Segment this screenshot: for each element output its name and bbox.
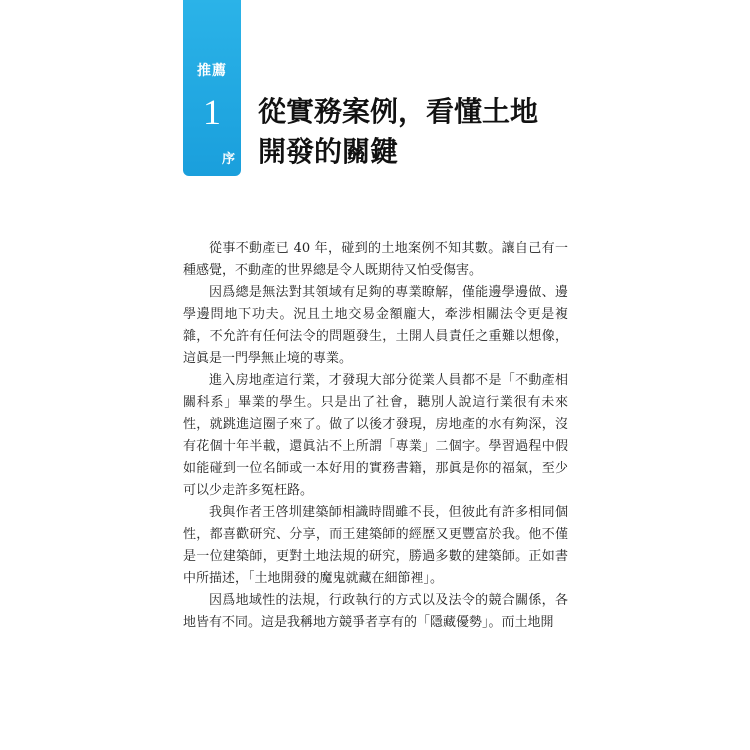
- paragraph: 從事不動產已 40 年，碰到的土地案例不知其數。讓自己有一種感覺，不動產的世界總是令人既期待又怕受傷害。: [183, 241, 568, 278]
- chapter-tab: [183, 0, 241, 176]
- paragraph: 進入房地產這行業，才發現大部分從業人員都不是「不動產相關科系」畢業的學生。只是出了社會，聽別人說這行業很有未來性，就跳進這圈子來了。做了以後才發現，房地產的水有夠深，沒有花個十年半載，還眞沾不上所謂「專業」二個字。學習過程中假如能碰到一位名師或一本好用的實務書籍，那眞是你的福氣，至少可以少走許多冤枉路。: [183, 373, 568, 498]
- tab-suffix: 序: [221, 152, 235, 167]
- body-text: [183, 238, 568, 634]
- paragraph: 因爲總是無法對其領域有足夠的專業瞭解，僅能邊學邊做、邊學邊問地下功夫。況且土地交易金額龐大，牽涉相關法令更是複雜，不允許有任何法令的問題發生，土開人員責任之重難以想像，這眞是一門學無止境的專業。: [183, 285, 568, 366]
- title-line-2: 開發的關鍵: [258, 135, 399, 168]
- tab-number: 1: [203, 92, 221, 132]
- paragraph: 我與作者王啓圳建築師相識時間雖不長，但彼此有許多相同個性，都喜歡研究、分享，而王建築師的經歷又更豐富於我。他不僅是一位建築師，更對土地法規的研究，勝過多數的建築師。正如書中所描述，「土地開發的魔鬼就藏在細節裡」。: [183, 505, 568, 586]
- page-title: [258, 92, 588, 172]
- title-line-1: 從實務案例，看懂土地: [258, 95, 539, 128]
- tab-label: 推薦: [197, 63, 227, 79]
- paragraph: 因爲地域性的法規，行政執行的方式以及法令的競合關係，各地皆有不同。這是我稱地方競爭者享有的「隱藏優勢」。而土地開: [183, 593, 568, 630]
